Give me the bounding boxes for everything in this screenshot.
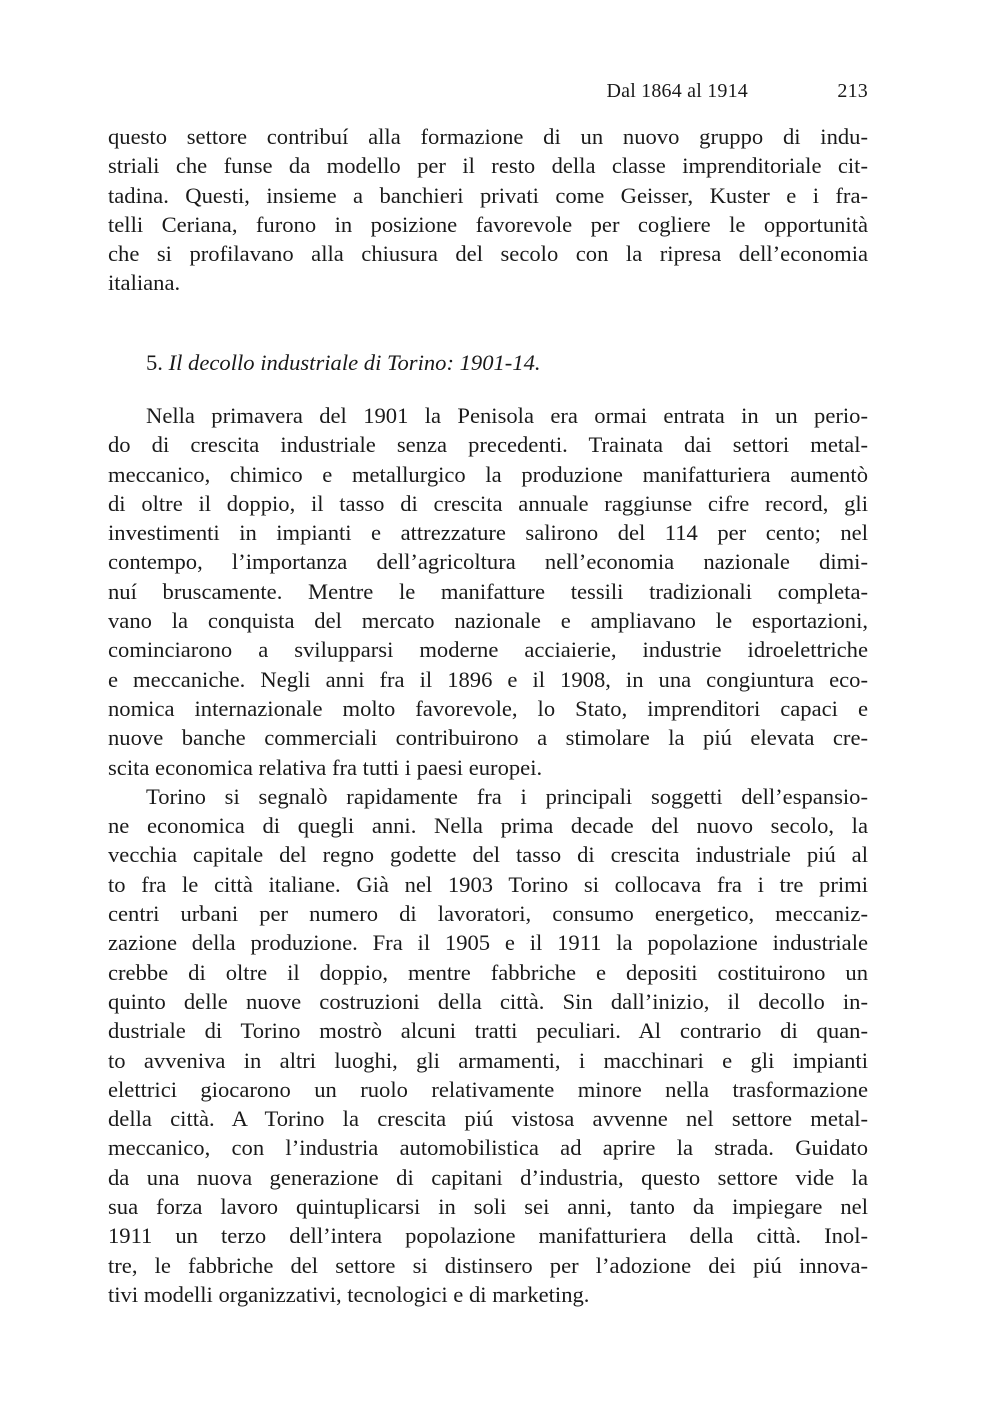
text-line: vecchia capitale del regno godette del tasso di crescita industriale piú al: [108, 842, 868, 868]
text-line: ne economica di quegli anni. Nella prima decade del nuovo secolo, la: [108, 813, 868, 839]
text-line: nuí bruscamente. Mentre le manifatture tessili tradizionali completa-: [108, 578, 868, 604]
text-line: tivi modelli organizzativi, tecnologici e di marketing.: [108, 1281, 590, 1307]
text-line: cominciarono a svilupparsi moderne acciaierie, industrie idroelettriche: [108, 637, 868, 663]
text-line: italiana.: [108, 270, 181, 296]
opening-paragraph: [108, 122, 868, 298]
text-line: scita economica relativa fra tutti i paesi europei.: [108, 754, 543, 780]
text-line: to avveniva in altri luoghi, gli armamenti, i macchinari e gli impianti: [108, 1047, 868, 1073]
text-line: nomica internazionale molto favorevole, lo Stato, imprenditori capaci e: [108, 695, 868, 721]
section-body: [108, 401, 868, 1309]
text-line: Torino si segnalò rapidamente fra i principali soggetti dell’espansio-: [146, 783, 868, 809]
text-line: Nella primavera del 1901 la Penisola era ormai entrata in un perio-: [146, 403, 868, 428]
text-line: to fra le città italiane. Già nel 1903 Torino si collocava fra i tre primi: [108, 871, 868, 897]
section-number: 5.: [146, 350, 163, 375]
text-line: 1911 un terzo dell’intera popolazione manifatturiera della città. Inol-: [108, 1223, 868, 1249]
paragraph: [108, 782, 868, 1309]
text-line: tre, le fabbriche del settore si distinsero per l’adozione dei piú innova-: [108, 1252, 868, 1278]
text-line: telli Ceriana, furono in posizione favorevole per cogliere le opportunità: [108, 211, 868, 237]
text-line: nuove banche commerciali contribuirono a stimolare la piú elevata cre-: [108, 725, 868, 751]
text-line: meccanico, chimico e metallurgico la produzione manifatturiera aumentò: [108, 461, 868, 487]
section-title: Il decollo industriale di Torino: 1901-14.: [168, 350, 541, 375]
text-line: dustriale di Torino mostrò alcuni tratti peculiari. Al contrario di quan-: [108, 1018, 868, 1044]
paragraph: [108, 401, 868, 782]
text-line: vano la conquista del mercato nazionale e ampliavano le esportazioni,: [108, 608, 868, 634]
running-title: Dal 1864 al 1914: [606, 80, 748, 102]
text-line: tadina. Questi, insieme a banchieri privati come Geisser, Kuster e i fra-: [108, 182, 868, 208]
text-line: elettrici giocarono un ruolo relativamente minore nella trasformazione: [108, 1076, 868, 1102]
page-number: 213: [837, 80, 868, 102]
text-line: e meccaniche. Negli anni fra il 1896 e il 1908, in una congiuntura eco-: [108, 666, 868, 692]
text-line: centri urbani per numero di lavoratori, consumo energetico, meccaniz-: [108, 901, 868, 927]
text-line: meccanico, con l’industria automobilistica ad aprire la strada. Guidato: [108, 1135, 868, 1161]
text-line: quinto delle nuove costruzioni della città. Sin dall’inizio, il decollo in-: [108, 988, 868, 1014]
text-line: che si profilavano alla chiusura del secolo con la ripresa dell’economia: [108, 241, 868, 267]
running-header: [108, 80, 868, 108]
text-line: crebbe di oltre il doppio, mentre fabbriche e depositi costituirono un: [108, 959, 868, 985]
text-line: contempo, l’importanza dell’agricoltura nell’economia nazionale dimi-: [108, 549, 868, 575]
text-line: della città. A Torino la crescita piú vistosa avvenne nel settore metal-: [108, 1106, 868, 1132]
text-line: sua forza lavoro quintuplicarsi in soli sei anni, tanto da impiegare nel: [108, 1194, 868, 1220]
text-line: di oltre il doppio, il tasso di crescita annuale raggiunse cifre record, gli: [108, 490, 868, 516]
section-heading: [146, 348, 541, 378]
text-line: zazione della produzione. Fra il 1905 e il 1911 la popolazione industriale: [108, 930, 868, 956]
text-line: questo settore contribuí alla formazione di un nuovo gruppo di indu-: [108, 124, 868, 149]
text-line: da una nuova generazione di capitani d’industria, questo settore vide la: [108, 1164, 868, 1190]
text-line: investimenti in impianti e attrezzature salirono del 114 per cento; nel: [108, 520, 868, 546]
text-line: do di crescita industriale senza precedenti. Trainata dai settori metal-: [108, 432, 868, 458]
text-line: striali che funse da modello per il resto della classe imprenditoriale cit-: [108, 153, 868, 179]
